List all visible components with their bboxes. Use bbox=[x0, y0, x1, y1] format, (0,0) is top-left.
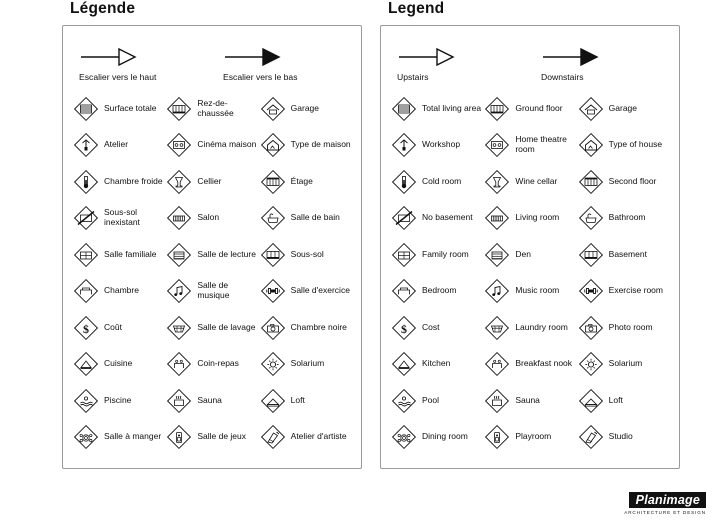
legend-item-label: Cellier bbox=[197, 175, 222, 186]
legend-item bbox=[484, 200, 577, 236]
dining-room-icon bbox=[73, 424, 99, 450]
legend-item-label: Kitchen bbox=[422, 358, 451, 369]
arrow-down-stairs-icon bbox=[223, 44, 349, 70]
legend-item-label: Sous-sol inexistant bbox=[104, 207, 140, 228]
legend-item bbox=[260, 164, 353, 200]
legend-item bbox=[260, 91, 353, 127]
legend-item-label: Garage bbox=[608, 102, 638, 113]
legend-item-label: Sous-sol bbox=[290, 248, 324, 259]
legend-item bbox=[260, 419, 353, 455]
solarium-icon bbox=[260, 351, 286, 377]
legend-item-label: Home theatre room bbox=[515, 134, 567, 155]
solarium-icon bbox=[578, 351, 604, 377]
legend-item-label: Atelier d'artiste bbox=[290, 431, 347, 442]
legend-item bbox=[484, 346, 577, 382]
sauna-icon bbox=[484, 388, 510, 414]
legend-item-label: Playroom bbox=[515, 431, 552, 442]
legend-item bbox=[73, 346, 166, 382]
legend-item-label: Cinéma maison bbox=[197, 139, 257, 150]
legend-item bbox=[260, 200, 353, 236]
bedroom-icon bbox=[73, 278, 99, 304]
legend-box-fr bbox=[62, 25, 362, 469]
stairs-up-label-fr: Escalier vers le haut bbox=[79, 72, 157, 83]
photo-room-icon bbox=[578, 315, 604, 341]
legend-panel-fr bbox=[62, 0, 362, 469]
laundry-room-icon bbox=[166, 315, 192, 341]
legend-item bbox=[166, 127, 259, 163]
home-theatre-icon bbox=[166, 132, 192, 158]
legend-item bbox=[73, 419, 166, 455]
legend-item bbox=[484, 164, 577, 200]
legend-item bbox=[391, 164, 484, 200]
photo-room-icon bbox=[260, 315, 286, 341]
legend-item-label: Solarium bbox=[290, 358, 325, 369]
legend-item bbox=[73, 91, 166, 127]
legend-item-label: Type de maison bbox=[290, 139, 351, 150]
legend-item bbox=[166, 237, 259, 273]
bathroom-icon bbox=[578, 205, 604, 231]
legend-item-label: Rez-de-chaussée bbox=[197, 97, 234, 118]
legend-item bbox=[73, 127, 166, 163]
legend-item-label: Photo room bbox=[608, 321, 653, 332]
legend-item bbox=[166, 310, 259, 346]
legend-item-label: Wine cellar bbox=[515, 175, 558, 186]
page-title-fr: Légende bbox=[70, 0, 136, 17]
workshop-icon bbox=[73, 132, 99, 158]
ground-floor-icon bbox=[484, 96, 510, 122]
legend-item bbox=[391, 127, 484, 163]
legend-item-label: Dining room bbox=[422, 431, 468, 442]
legend-item bbox=[578, 237, 671, 273]
loft-icon bbox=[260, 388, 286, 414]
legend-item-label: Coût bbox=[104, 321, 122, 332]
playroom-icon bbox=[484, 424, 510, 450]
type-of-house-icon bbox=[260, 132, 286, 158]
loft-icon bbox=[578, 388, 604, 414]
arrow-down-stairs-icon bbox=[541, 44, 667, 70]
legend-item-label: Salle de lavage bbox=[197, 321, 256, 332]
legend-item-label: Total living area bbox=[422, 102, 482, 113]
legend-item bbox=[166, 383, 259, 419]
legend-item-label: Atelier bbox=[104, 139, 129, 150]
legend-item bbox=[391, 346, 484, 382]
legend-grid-en bbox=[391, 91, 671, 455]
legend-item bbox=[73, 310, 166, 346]
workshop-icon bbox=[391, 132, 417, 158]
pool-icon bbox=[391, 388, 417, 414]
breakfast-nook-icon bbox=[484, 351, 510, 377]
legend-item bbox=[391, 273, 484, 309]
bathroom-icon bbox=[260, 205, 286, 231]
legend-panel-en bbox=[380, 0, 680, 469]
legend-item-label: Bathroom bbox=[608, 212, 646, 223]
legend-item-label: Salle de musique bbox=[197, 280, 230, 301]
legend-item-label: Solarium bbox=[608, 358, 643, 369]
legend-item bbox=[391, 310, 484, 346]
legend-item-label: Studio bbox=[608, 431, 633, 442]
legend-item bbox=[391, 419, 484, 455]
legend-item bbox=[578, 91, 671, 127]
legend-item-label: Salle de lecture bbox=[197, 248, 256, 259]
living-room-icon bbox=[166, 205, 192, 231]
stairs-row-en bbox=[391, 36, 671, 89]
legend-item-label: Chambre bbox=[104, 285, 139, 296]
total-living-area-icon bbox=[73, 96, 99, 122]
logo-tagline: ARCHITECTURE ET DESIGN bbox=[624, 510, 706, 515]
legend-item bbox=[484, 273, 577, 309]
page-title-en: Legend bbox=[388, 0, 445, 17]
legend-item bbox=[166, 91, 259, 127]
legend-item-label: Workshop bbox=[422, 139, 461, 150]
legend-item-label: Breakfast nook bbox=[515, 358, 573, 369]
legend-item-label: Salle à manger bbox=[104, 431, 162, 442]
type-of-house-icon bbox=[578, 132, 604, 158]
stairs-up-fr bbox=[79, 44, 205, 83]
legend-item bbox=[578, 273, 671, 309]
legend-item bbox=[73, 273, 166, 309]
family-room-icon bbox=[391, 242, 417, 268]
legend-item-label: Salle familiale bbox=[104, 248, 157, 259]
dining-room-icon bbox=[391, 424, 417, 450]
exercise-room-icon bbox=[578, 278, 604, 304]
total-living-area-icon bbox=[391, 96, 417, 122]
garage-icon bbox=[578, 96, 604, 122]
legend-item-label: Loft bbox=[290, 394, 305, 405]
legend-item-label: Surface totale bbox=[104, 102, 157, 113]
legend-item bbox=[578, 127, 671, 163]
legend-item bbox=[578, 310, 671, 346]
stairs-down-label-fr: Escalier vers le bas bbox=[223, 72, 298, 83]
legend-item-label: Salle de bain bbox=[290, 212, 340, 223]
legend-item bbox=[260, 346, 353, 382]
music-room-icon bbox=[166, 278, 192, 304]
legend-item bbox=[166, 200, 259, 236]
exercise-room-icon bbox=[260, 278, 286, 304]
cold-room-icon bbox=[73, 169, 99, 195]
legend-item-label: Type of house bbox=[608, 139, 663, 150]
kitchen-icon bbox=[391, 351, 417, 377]
legend-item-label: Family room bbox=[422, 248, 469, 259]
legend-item-label: Basement bbox=[608, 248, 647, 259]
legend-item-label: Cost bbox=[422, 321, 440, 332]
legend-item bbox=[166, 164, 259, 200]
ground-floor-icon bbox=[166, 96, 192, 122]
legend-item-label: Salle d'exercice bbox=[290, 285, 350, 296]
svg-text:$: $ bbox=[401, 321, 407, 336]
playroom-icon bbox=[166, 424, 192, 450]
legend-item-label: Den bbox=[515, 248, 531, 259]
legend-item bbox=[391, 200, 484, 236]
legend-item bbox=[578, 200, 671, 236]
logo-name: Planimage bbox=[629, 492, 706, 508]
wine-cellar-icon bbox=[484, 169, 510, 195]
legend-item-label: Salon bbox=[197, 212, 220, 223]
legend-item bbox=[391, 383, 484, 419]
basement-icon bbox=[578, 242, 604, 268]
music-room-icon bbox=[484, 278, 510, 304]
second-floor-icon bbox=[260, 169, 286, 195]
legend-item bbox=[484, 237, 577, 273]
family-room-icon bbox=[73, 242, 99, 268]
stairs-down-fr bbox=[223, 44, 349, 83]
legend-item-label: Music room bbox=[515, 285, 560, 296]
second-floor-icon bbox=[578, 169, 604, 195]
legend-item bbox=[73, 383, 166, 419]
legend-item-label: Salle de jeux bbox=[197, 431, 246, 442]
stairs-up-label-en: Upstairs bbox=[397, 72, 429, 83]
legend-item-label: Exercise room bbox=[608, 285, 663, 296]
legend-item-label: Loft bbox=[608, 394, 623, 405]
legend-item-label: No basement bbox=[422, 212, 473, 223]
legend-item-label: Cold room bbox=[422, 175, 462, 186]
legend-item bbox=[260, 127, 353, 163]
legend-item bbox=[73, 237, 166, 273]
legend-grid-fr bbox=[73, 91, 353, 455]
legend-item bbox=[260, 383, 353, 419]
stairs-up-en bbox=[397, 44, 523, 83]
stairs-down-label-en: Downstairs bbox=[541, 72, 584, 83]
bedroom-icon bbox=[391, 278, 417, 304]
home-theatre-icon bbox=[484, 132, 510, 158]
legend-item-label: Sauna bbox=[197, 394, 222, 405]
legend-item bbox=[260, 273, 353, 309]
cold-room-icon bbox=[391, 169, 417, 195]
legend-item bbox=[578, 383, 671, 419]
legend-item-label: Living room bbox=[515, 212, 560, 223]
stairs-row-fr bbox=[73, 36, 353, 89]
legend-item-label: Ground floor bbox=[515, 102, 563, 113]
cost-icon bbox=[73, 315, 99, 341]
breakfast-nook-icon bbox=[166, 351, 192, 377]
den-icon bbox=[484, 242, 510, 268]
garage-icon bbox=[260, 96, 286, 122]
studio-icon bbox=[260, 424, 286, 450]
legend-item bbox=[260, 310, 353, 346]
legend-item bbox=[484, 127, 577, 163]
legend-item-label: Étage bbox=[290, 175, 313, 186]
laundry-room-icon bbox=[484, 315, 510, 341]
legend-item bbox=[578, 164, 671, 200]
legend-item-label: Cuisine bbox=[104, 358, 133, 369]
legend-item-label: Bedroom bbox=[422, 285, 457, 296]
legend-item bbox=[166, 419, 259, 455]
legend-item bbox=[484, 310, 577, 346]
legend-item-label: Chambre froide bbox=[104, 175, 163, 186]
living-room-icon bbox=[484, 205, 510, 231]
kitchen-icon bbox=[73, 351, 99, 377]
legend-item bbox=[391, 91, 484, 127]
legend-item-label: Sauna bbox=[515, 394, 540, 405]
no-basement-icon bbox=[73, 205, 99, 231]
cost-icon bbox=[391, 315, 417, 341]
legend-item bbox=[578, 419, 671, 455]
svg-text:$: $ bbox=[83, 321, 89, 336]
legend-item bbox=[73, 164, 166, 200]
legend-item-label: Piscine bbox=[104, 394, 132, 405]
basement-icon bbox=[260, 242, 286, 268]
legend-item-label: Laundry room bbox=[515, 321, 568, 332]
legend-item bbox=[578, 346, 671, 382]
pool-icon bbox=[73, 388, 99, 414]
studio-icon bbox=[578, 424, 604, 450]
stairs-down-en bbox=[541, 44, 667, 83]
legend-item-label: Garage bbox=[290, 102, 320, 113]
arrow-up-stairs-icon bbox=[79, 44, 205, 70]
legend-item bbox=[73, 200, 166, 236]
legend-item bbox=[260, 237, 353, 273]
legend-item bbox=[391, 237, 484, 273]
arrow-up-stairs-icon bbox=[397, 44, 523, 70]
legend-item-label: Coin-repas bbox=[197, 358, 239, 369]
legend-item bbox=[484, 419, 577, 455]
legend-item-label: Second floor bbox=[608, 175, 657, 186]
legend-item bbox=[484, 383, 577, 419]
logo bbox=[624, 491, 706, 515]
legend-item bbox=[166, 346, 259, 382]
legend-item-label: Pool bbox=[422, 394, 440, 405]
no-basement-icon bbox=[391, 205, 417, 231]
wine-cellar-icon bbox=[166, 169, 192, 195]
den-icon bbox=[166, 242, 192, 268]
legend-item bbox=[166, 273, 259, 309]
legend-box-en bbox=[380, 25, 680, 469]
sauna-icon bbox=[166, 388, 192, 414]
legend-item-label: Chambre noire bbox=[290, 321, 347, 332]
legend-item bbox=[484, 91, 577, 127]
